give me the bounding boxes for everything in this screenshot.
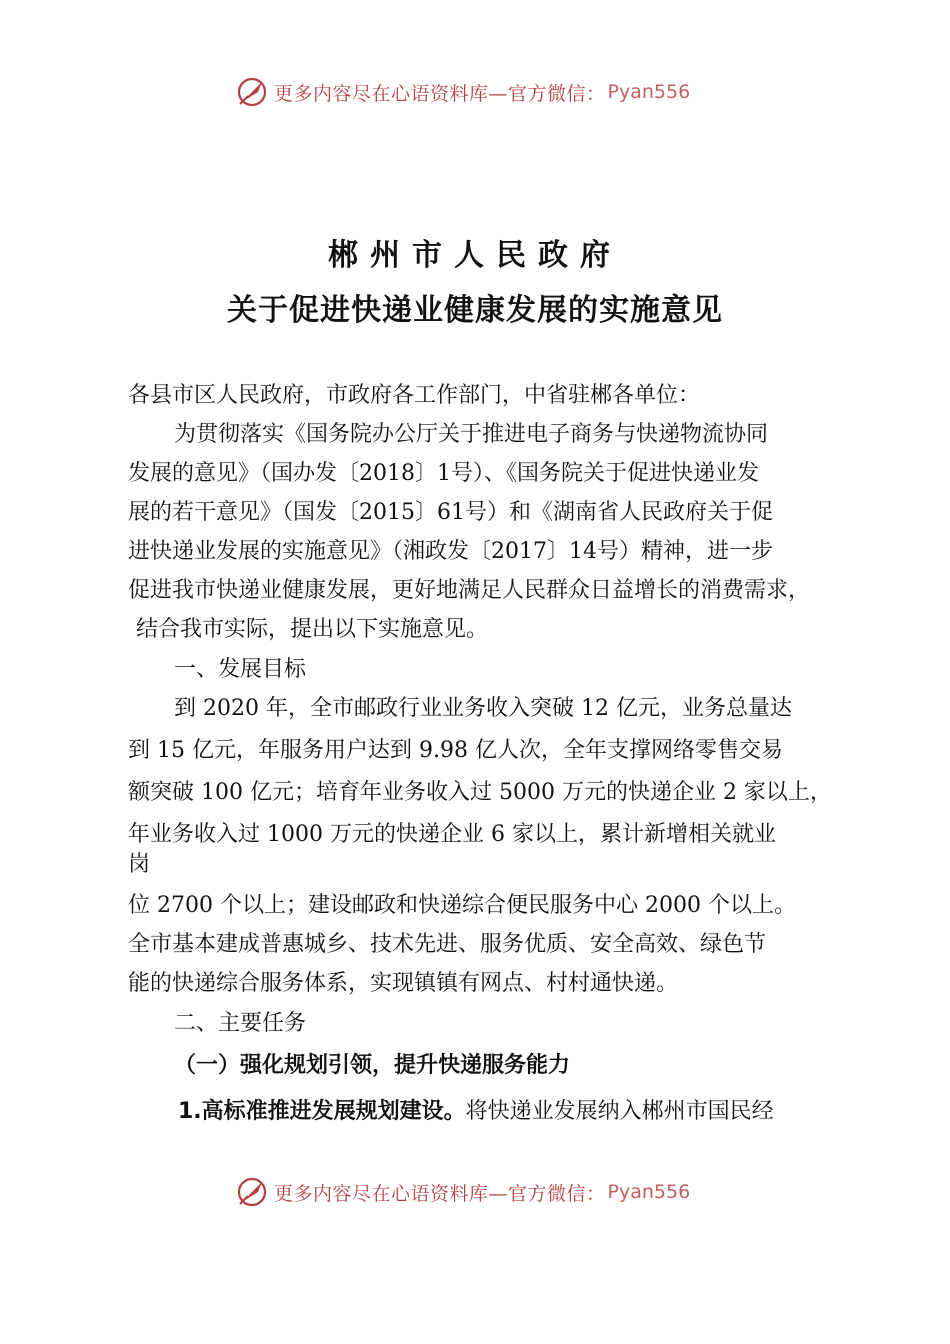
intro-line: 展的若干意见》（国发〔2015〕61号）和《湖南省人民政府关于促 <box>128 500 773 525</box>
item-line <box>178 1097 774 1127</box>
section-heading: 一、发展目标 <box>174 657 307 682</box>
item-title: 1.高标准推进发展规划建设。 <box>178 1099 466 1124</box>
watermark-id: Pyan556 <box>607 81 691 103</box>
intro-line: 进快递业发展的实施意见》（湘政发〔2017〕14号）精神，进一步 <box>128 539 773 564</box>
intro-line: 发展的意见》（国办发〔2018〕1号）、《国务院关于促进快递业发 <box>128 461 759 486</box>
intro-line: 促进我市快递业健康发展，更好地满足人民群众日益增长的消费需求， <box>128 578 811 603</box>
section-heading: 二、主要任务 <box>174 1011 307 1036</box>
watermark-top <box>0 72 950 112</box>
watermark-text: 更多内容尽在心语资料库—官方微信： <box>274 82 606 105</box>
watermark-text: 更多内容尽在心语资料库—官方微信： <box>274 1182 606 1205</box>
document-title-line2: 关于促进快递业健康发展的实施意见 <box>227 293 723 328</box>
quill-logo-icon <box>236 76 268 108</box>
paragraph-line: 到 2020 年，全市邮政行业业务收入突破 12 亿元，业务总量达 <box>174 696 792 721</box>
quill-logo-icon <box>236 1176 268 1208</box>
subsection-heading: （一）强化规划引领，提升快递服务能力 <box>174 1053 571 1078</box>
paragraph-line: 能的快递综合服务体系，实现镇镇有网点、村村通快递。 <box>128 971 679 996</box>
paragraph-line: 年业务收入过 1000 万元的快递企业 6 家以上，累计新增相关就业 <box>128 822 776 847</box>
watermark-id: Pyan556 <box>607 1181 691 1203</box>
paragraph-line: 全市基本建成普惠城乡、技术先进、服务优质、安全高效、绿色节 <box>128 932 767 957</box>
document-title-line1: 郴州市人民政府 <box>328 238 622 273</box>
intro-line: 为贯彻落实《国务院办公厅关于推进电子商务与快递物流协同 <box>174 422 769 447</box>
paragraph-line: 到 15 亿元，年服务用户达到 9.98 亿人次，全年支撑网络零售交易 <box>128 738 783 763</box>
watermark-bottom <box>0 1172 950 1212</box>
paragraph-line: 位 2700 个以上；建设邮政和快递综合便民服务中心 2000 个以上。 <box>128 893 796 918</box>
item-text: 将快递业发展纳入郴州市国民经 <box>465 1099 774 1124</box>
salutation: 各县市区人民政府，市政府各工作部门，中省驻郴各单位： <box>128 383 701 408</box>
paragraph-line: 额突破 100 亿元；培育年业务收入过 5000 万元的快递企业 2 家以上， <box>128 780 832 805</box>
intro-line: 结合我市实际，提出以下实施意见。 <box>136 617 489 642</box>
paragraph-line: 岗 <box>128 852 151 877</box>
